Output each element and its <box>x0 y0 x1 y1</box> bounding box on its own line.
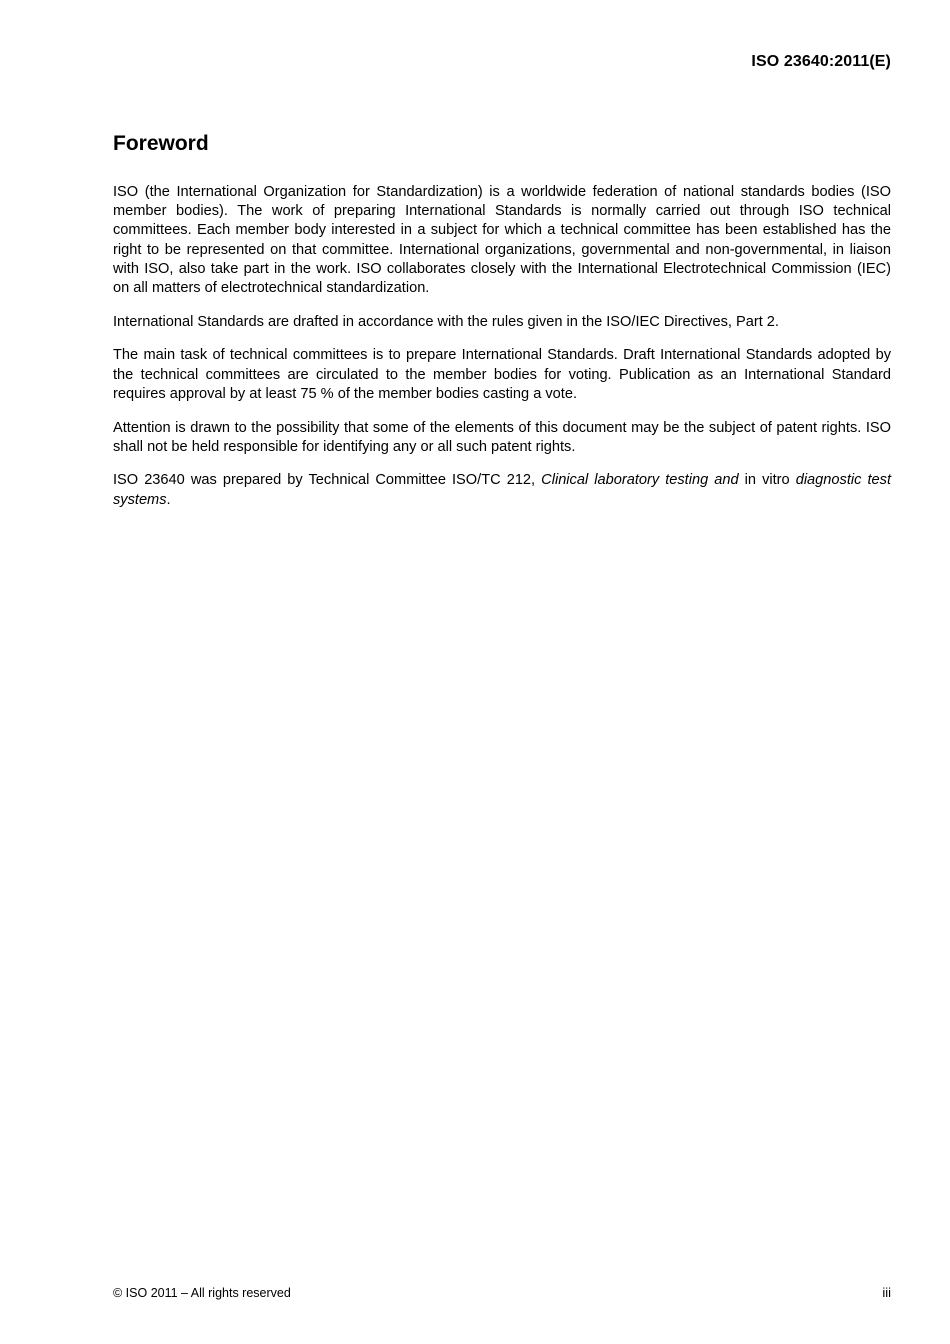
prepared-by-end: . <box>166 491 171 508</box>
paragraph-prepared-by <box>113 471 891 509</box>
document-id: ISO 23640:2011(E) <box>751 53 891 70</box>
prepared-by-lead: ISO 23640 was prepared by Technical Committee ISO/TC 212, <box>113 472 542 489</box>
document-body <box>113 131 891 524</box>
page-number: iii <box>882 1285 891 1300</box>
committee-title-part1: Clinical laboratory testing and <box>541 472 739 489</box>
paragraph-iso-description: ISO (the International Organization for Standardization) is a worldwide federation of national standards bodies (ISO member bodies). The work of preparing International Standards is normally carried out through ISO technical committees. Each member body interested in a subject for which a technical committee has been established has the right to be represented on that committee. International organizations, governmental and non-governmental, in liaison with ISO, also take part in the work. ISO collaborates closely with the International Electrotechnical Commission (IEC) on all matters of electrotechnical standardization. <box>113 184 891 297</box>
paragraph-directives: International Standards are drafted in accordance with the rules given in the ISO/IEC Directives, Part 2. <box>113 313 779 330</box>
paragraph-committees-task: The main task of technical committees is to prepare International Standards. Draft International Standards adopted by the technical committees are circulated to the member bodies for voting. Publication as an International Standard requires approval by at least 75 % of the member bodies casting a vote. <box>113 347 891 402</box>
committee-title-part2: diagnostic test systems <box>113 472 891 508</box>
page-title: Foreword <box>113 132 209 155</box>
copyright-notice: © ISO 2011 – All rights reserved <box>113 1286 291 1300</box>
in-vitro-text: in vitro <box>738 472 796 489</box>
paragraph-patent-rights: Attention is drawn to the possibility that some of the elements of this document may be the subject of patent rights. ISO shall not be held responsible for identifying any or all such patent rights. <box>113 419 891 455</box>
